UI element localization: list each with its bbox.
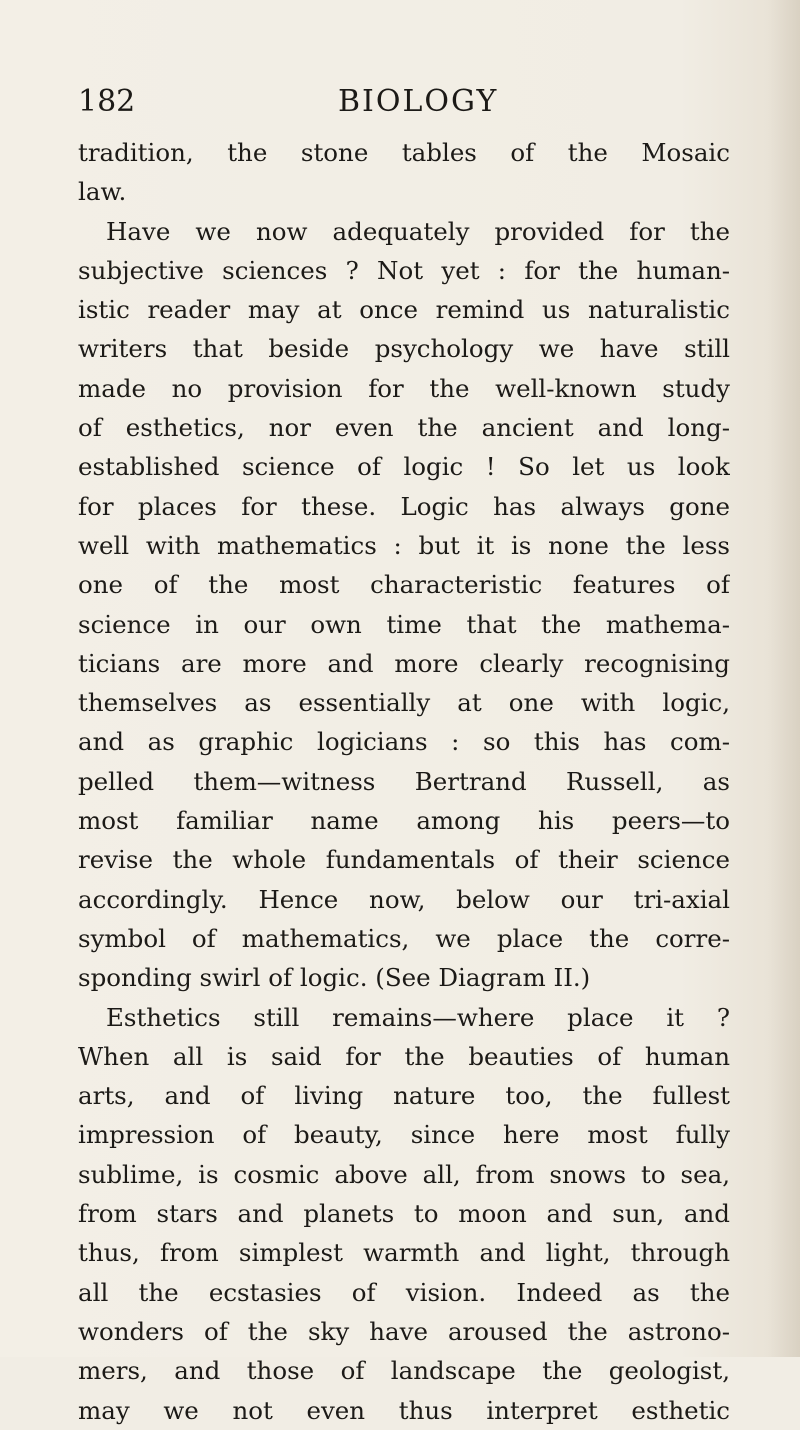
text-line: all the ecstasies of vision. Indeed as the: [78, 1277, 730, 1307]
text-line: ticians are more and more clearly recognising: [78, 648, 730, 678]
text-line: themselves as essentially at one with logic,: [78, 688, 730, 718]
text-line: established science of logic ! So let us look: [78, 452, 730, 482]
text-line: pelled them—witness Bertrand Russell, as: [78, 766, 730, 796]
page-number: 182: [78, 84, 136, 119]
text-line: one of the most characteristic features of: [78, 570, 730, 600]
text-line: well with mathematics : but it is none the less: [78, 530, 730, 560]
text-line: accordingly. Hence now, below our tri-axial: [78, 884, 730, 914]
text-line: from stars and planets to moon and sun, and: [78, 1199, 730, 1229]
text-line: istic reader may at once remind us naturalistic: [78, 295, 730, 325]
text-line: of esthetics, nor even the ancient and long-: [78, 413, 730, 443]
text-line: Have we now adequately provided for the: [106, 216, 730, 246]
text-line: thus, from simplest warmth and light, through: [78, 1238, 730, 1268]
text-line: made no provision for the well-known study: [78, 373, 730, 403]
text-line: tradition, the stone tables of the Mosaic: [78, 138, 730, 167]
text-line: arts, and of living nature too, the fullest: [78, 1081, 730, 1111]
text-line: sublime, is cosmic above all, from snows to sea,: [78, 1159, 730, 1189]
text-line: and as graphic logicians : so this has com-: [78, 727, 730, 757]
text-line: Esthetics still remains—where place it ?: [106, 1002, 730, 1032]
text-line: writers that beside psychology we have still: [78, 334, 730, 364]
text-line: impression of beauty, since here most fully: [78, 1120, 730, 1150]
text-line: mers, and those of landscape the geologist,: [78, 1356, 730, 1386]
text-line: law.: [78, 177, 127, 207]
text-line: When all is said for the beauties of human: [78, 1041, 730, 1071]
text-line: revise the whole fundamentals of their science: [78, 845, 730, 875]
text-line: for places for these. Logic has always gone: [78, 491, 730, 521]
text-line: most familiar name among his peers—to: [78, 806, 730, 836]
text-line: wonders of the sky have aroused the astrono-: [78, 1316, 730, 1346]
text-line: symbol of mathematics, we place the corre-: [78, 923, 730, 953]
page-header: [78, 82, 718, 122]
text-line: sponding swirl of logic. (See Diagram II.): [78, 963, 591, 993]
body-text: [78, 133, 730, 1430]
text-line: subjective sciences ? Not yet : for the human-: [78, 255, 730, 285]
text-line: science in our own time that the mathema-: [78, 609, 730, 639]
text-line: may we not even thus interpret esthetic: [78, 1395, 730, 1425]
running-head: BIOLOGY: [338, 84, 499, 119]
